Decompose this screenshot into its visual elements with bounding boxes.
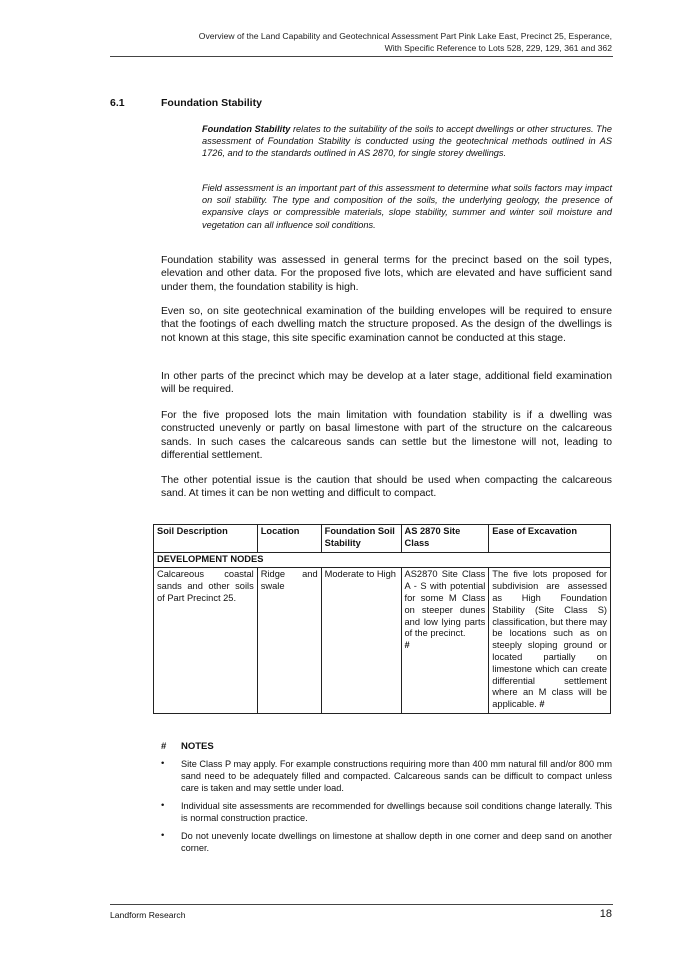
body-paragraph: Even so, on site geotechnical examination of the building envelopes will be required to ensure that the footings of each dwelling match the structure proposed. As the design of the dwellings is not known at this stage, this site specific examination cannot be conducted at this stage. xyxy=(161,306,612,344)
header-divider xyxy=(110,56,613,57)
body-paragraph: Foundation stability was assessed in general terms for the precinct based on the soil types, elevation and other data. For the proposed five lots, which are elevated and have sufficient sand under them, the foundation stability is high. xyxy=(161,255,612,293)
note-item: Do not unevenly locate dwellings on limestone at shallow depth in one corner and deep sand on another corner. xyxy=(181,831,612,854)
cell-soil-description: Calcareous coastal sands and other soils of Part Precinct 25. xyxy=(154,568,258,714)
intro-term: Foundation Stability xyxy=(202,124,291,134)
cell-stability: Moderate to High xyxy=(321,568,401,714)
page-number: 18 xyxy=(599,908,612,920)
cell-location: Ridge and swale xyxy=(257,568,321,714)
excavation-text: The five lots proposed for subdivision are assessed as High Foundation Stability (Site Class S) classification, but there may be locations such as on steeply sloping ground or located partially on limestone which can create differential settlement where an M class will be applicable. xyxy=(492,569,607,710)
intro-paragraph-1 xyxy=(202,123,612,160)
notes-heading: NOTES xyxy=(181,741,214,752)
col-header-stability: Foundation Soil Stability xyxy=(321,525,401,553)
col-header-location: Location xyxy=(257,525,321,553)
intro-definition: relates to the suitability of the soils to accept dwellings or other structures. The assessment of Foundation Stability is conducted using the geotechnical methods outlined in AS 1726, and to the standards outlined in AS 2870, for single storey dwellings. xyxy=(202,124,613,159)
soil-stability-table xyxy=(153,524,611,714)
body-paragraph: In other parts of the precinct which may be develop at a later stage, additional field examination will be required. xyxy=(161,371,612,396)
body-paragraph: For the five proposed lots the main limitation with foundation stability is if a dwelling was constructed unevenly or partly on basal limestone with part of the structure on the calcareous sands. In such cases the calcareous sands can settle but the limestone will not, leading to differential settlement. xyxy=(161,410,612,461)
col-header-excavation: Ease of Excavation xyxy=(489,525,611,553)
page-header xyxy=(140,30,612,54)
table-header-row xyxy=(154,525,611,553)
site-class-note-mark: # xyxy=(404,640,410,651)
bullet-icon: • xyxy=(161,800,165,811)
note-item: Site Class P may apply. For example constructions requiring more than 400 mm natural fill and/or 800 mm sand need to be adequately filled and compacted. Calcareous sands can be difficult to compact unless care is taken and may settle under load. xyxy=(181,759,612,794)
section-title: Foundation Stability xyxy=(161,97,262,109)
intro-paragraph-2: Field assessment is an important part of this assessment to determine what soils factors may impact on soil stability. The type and composition of the soils, the underlying geology, the presence of expansive clays or compressible materials, slope stability, summer and winter soil moisture and vegetation can all influence soil conditions. xyxy=(202,183,612,230)
group-label: DEVELOPMENT NODES xyxy=(154,552,611,568)
header-line-2: With Specific Reference to Lots 528, 229, 129, 361 and 362 xyxy=(384,43,612,53)
table-group-row xyxy=(154,552,611,568)
header-line-1: Overview of the Land Capability and Geotechnical Assessment Part Pink Lake East, Precinct 25, Esperance, xyxy=(198,31,612,41)
excavation-note-mark: # xyxy=(539,699,545,710)
footer-divider xyxy=(110,904,613,905)
col-header-site-class: AS 2870 Site Class xyxy=(401,525,489,553)
table-row xyxy=(154,568,611,714)
cell-site-class xyxy=(401,568,489,714)
cell-excavation xyxy=(489,568,611,714)
bullet-icon: • xyxy=(161,758,165,769)
col-header-soil: Soil Description xyxy=(154,525,258,553)
footer-author: Landform Research xyxy=(110,910,186,920)
notes-hash-symbol: # xyxy=(161,741,167,752)
note-item: Individual site assessments are recommended for dwellings because soil conditions change laterally. This is normal construction practice. xyxy=(181,801,612,824)
body-paragraph: The other potential issue is the caution that should be used when compacting the calcareous sand. At times it can be non wetting and difficult to compact. xyxy=(161,475,612,500)
section-number: 6.1 xyxy=(110,97,125,109)
bullet-icon: • xyxy=(161,830,165,841)
site-class-text: AS2870 Site Class A - S with potential for some M Class on steeper dunes and low lying parts of the precinct. xyxy=(404,569,486,639)
